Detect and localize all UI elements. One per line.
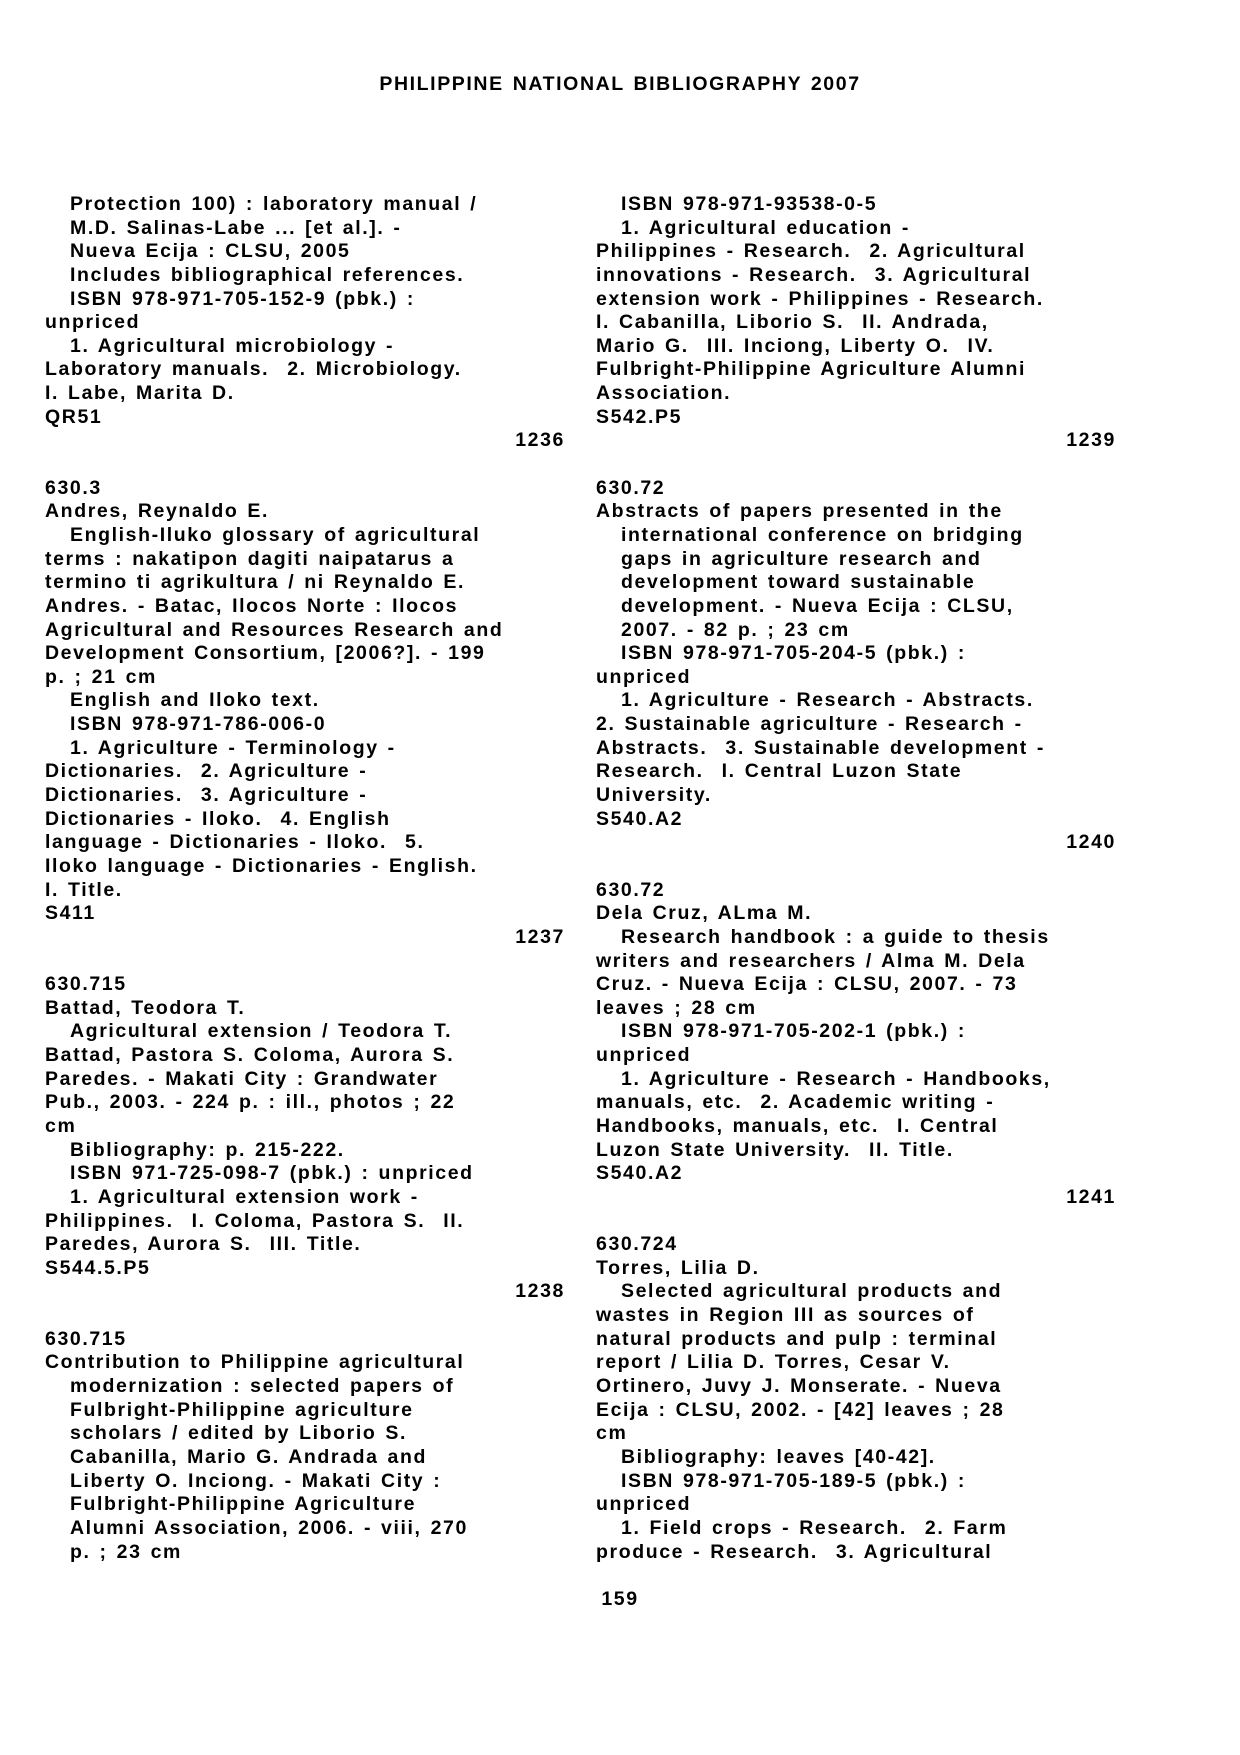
- entry-number: 1237: [515, 925, 565, 948]
- bib-line: 1. Agriculture - Research - Handbooks,: [621, 1067, 1051, 1090]
- bib-line: S411: [45, 902, 96, 925]
- bib-line: Abstracts. 3. Sustainable development -: [596, 736, 1045, 759]
- bib-line: development toward sustainable: [621, 571, 976, 594]
- bib-line: p. ; 23 cm: [70, 1540, 182, 1563]
- bib-line: writers and researchers / Alma M. Dela: [596, 949, 1026, 972]
- bib-line: English-Iluko glossary of agricultural: [70, 523, 481, 546]
- bib-line: Bibliography: p. 215-222.: [70, 1138, 345, 1161]
- bib-line: modernization : selected papers of: [70, 1375, 455, 1398]
- bib-line: innovations - Research. 3. Agricultural: [596, 263, 1032, 286]
- bib-line: Cruz. - Nueva Ecija : CLSU, 2007. - 73: [596, 973, 1018, 996]
- bib-line: 630.72: [596, 878, 666, 901]
- entry-number: 1239: [1066, 429, 1116, 452]
- bib-line: cm: [45, 1114, 77, 1137]
- bib-line: terms : nakatipon dagiti naipatarus a: [45, 547, 455, 570]
- bib-line: 1. Field crops - Research. 2. Farm: [621, 1516, 1008, 1539]
- bib-line: Iloko language - Dictionaries - English.: [45, 854, 478, 877]
- bib-line: QR51: [45, 405, 103, 428]
- bib-line: unpriced: [45, 311, 141, 334]
- bib-line: Laboratory manuals. 2. Microbiology.: [45, 358, 462, 381]
- bib-line: gaps in agriculture research and: [621, 547, 982, 570]
- bib-line: Battad, Pastora S. Coloma, Aurora S.: [45, 1044, 455, 1067]
- bib-line: 630.3: [45, 476, 102, 499]
- bib-line: Abstracts of papers presented in the: [596, 500, 1003, 523]
- bib-line: M.D. Salinas-Labe ... [et al.]. -: [70, 216, 402, 239]
- bib-line: I. Title.: [45, 878, 123, 901]
- bib-line: Battad, Teodora T.: [45, 996, 246, 1019]
- bib-line: Philippines - Research. 2. Agricultural: [596, 240, 1026, 263]
- bib-line: Ortinero, Juvy J. Monserate. - Nueva: [596, 1375, 1002, 1398]
- bib-line: report / Lilia D. Torres, Cesar V.: [596, 1351, 951, 1374]
- bib-line: scholars / edited by Liborio S.: [70, 1422, 407, 1445]
- bib-line: Fulbright-Philippine Agriculture: [70, 1493, 417, 1516]
- bib-line: 1. Agriculture - Research - Abstracts.: [621, 689, 1034, 712]
- bib-line: 1. Agriculture - Terminology -: [70, 736, 396, 759]
- bib-line: 630.724: [596, 1233, 678, 1256]
- bib-line: Protection 100) : laboratory manual /: [70, 193, 478, 215]
- bib-line: ISBN 978-971-705-204-5 (pbk.) :: [621, 642, 966, 665]
- bib-line: Agricultural extension / Teodora T.: [70, 1020, 453, 1043]
- bib-line: Philippines. I. Coloma, Pastora S. II.: [45, 1209, 465, 1232]
- bib-line: ISBN 978-971-93538-0-5: [621, 193, 878, 215]
- bib-line: manuals, etc. 2. Academic writing -: [596, 1091, 995, 1114]
- bib-line: 2007. - 82 p. ; 23 cm: [621, 618, 850, 641]
- bib-line: Ecija : CLSU, 2002. - [42] leaves ; 28: [596, 1398, 1005, 1421]
- bib-line: unpriced: [596, 1493, 692, 1516]
- bib-line: Association.: [596, 382, 732, 405]
- bib-line: Contribution to Philippine agricultural: [45, 1351, 465, 1374]
- bib-line: wastes in Region III as sources of: [596, 1304, 975, 1327]
- bib-line: University.: [596, 784, 712, 807]
- bib-line: Cabanilla, Mario G. Andrada and: [70, 1445, 428, 1468]
- bib-line: termino ti agrikultura / ni Reynaldo E.: [45, 571, 466, 594]
- bib-line: [596, 453, 1116, 477]
- bib-line: English and Iloko text.: [70, 689, 320, 712]
- bib-line: ISBN 978-971-705-152-9 (pbk.) :: [70, 287, 415, 310]
- bib-line: Dictionaries. 3. Agriculture -: [45, 784, 368, 807]
- bib-line: [596, 855, 1116, 879]
- bib-line: Includes bibliographical references.: [70, 263, 465, 286]
- bib-line: Agricultural and Resources Research and: [45, 618, 504, 641]
- bib-line: Luzon State University. II. Title.: [596, 1138, 954, 1161]
- bib-line: [45, 950, 565, 974]
- bib-line: S540.A2: [596, 1162, 684, 1185]
- bib-line: S544.5.P5: [45, 1256, 151, 1279]
- bib-line: Research handbook : a guide to thesis: [621, 925, 1050, 948]
- bib-line: Torres, Lilia D.: [596, 1256, 760, 1279]
- running-head: PHILIPPINE NATIONAL BIBLIOGRAPHY 2007: [379, 73, 861, 95]
- bib-line: Pub., 2003. - 224 p. : ill., photos ; 22: [45, 1091, 456, 1114]
- bib-line: 2. Sustainable agriculture - Research -: [596, 713, 1023, 736]
- bib-line: Andres, Reynaldo E.: [45, 500, 270, 523]
- bib-line: leaves ; 28 cm: [596, 996, 757, 1019]
- bib-line: 630.715: [45, 1327, 127, 1350]
- entry-number: 1240: [1066, 831, 1116, 854]
- bib-line: Mario G. III. Inciong, Liberty O. IV.: [596, 334, 995, 357]
- bib-line: unpriced: [596, 665, 692, 688]
- bib-line: language - Dictionaries - Iloko. 5.: [45, 831, 425, 854]
- bib-line: ISBN 978-971-705-189-5 (pbk.) :: [621, 1469, 966, 1492]
- bib-line: Alumni Association, 2006. - viii, 270: [70, 1516, 468, 1539]
- bib-line: Liberty O. Inciong. - Makati City :: [70, 1469, 442, 1492]
- bib-line: cm: [596, 1422, 628, 1445]
- bib-line: [596, 1210, 1116, 1234]
- page-number: 159: [601, 1588, 639, 1610]
- bib-line: Selected agricultural products and: [621, 1280, 1003, 1303]
- entry-number: 1238: [515, 1280, 565, 1303]
- bib-line: Dictionaries - Iloko. 4. English: [45, 807, 391, 830]
- bib-line: p. ; 21 cm: [45, 665, 157, 688]
- bib-line: Research. I. Central Luzon State: [596, 760, 963, 783]
- bib-line: ISBN 971-725-098-7 (pbk.) : unpriced: [70, 1162, 474, 1185]
- bib-line: 1. Agricultural education -: [621, 216, 911, 239]
- bib-line: [45, 453, 565, 477]
- bib-line: Paredes, Aurora S. III. Title.: [45, 1233, 362, 1256]
- left-column: [45, 193, 565, 1564]
- bib-line: development. - Nueva Ecija : CLSU,: [621, 594, 1014, 617]
- bib-line: S540.A2: [596, 807, 684, 830]
- bib-line: 630.715: [45, 973, 127, 996]
- bib-line: Dela Cruz, ALma M.: [596, 902, 813, 925]
- entry-number: 1241: [1066, 1185, 1116, 1208]
- bib-line: produce - Research. 3. Agricultural: [596, 1540, 993, 1563]
- bib-line: Fulbright-Philippine Agriculture Alumni: [596, 358, 1027, 381]
- bib-line: Fulbright-Philippine agriculture: [70, 1398, 414, 1421]
- bib-line: Paredes. - Makati City : Grandwater: [45, 1067, 439, 1090]
- bib-line: Bibliography: leaves [40-42].: [621, 1445, 936, 1468]
- bib-line: Dictionaries. 2. Agriculture -: [45, 760, 368, 783]
- bib-line: 1. Agricultural extension work -: [70, 1185, 419, 1208]
- bib-line: ISBN 978-971-705-202-1 (pbk.) :: [621, 1020, 966, 1043]
- bib-line: 630.72: [596, 476, 666, 499]
- entry-number: 1236: [515, 429, 565, 452]
- bib-line: natural products and pulp : terminal: [596, 1327, 998, 1350]
- bib-line: [45, 1304, 565, 1328]
- bib-line: I. Cabanilla, Liborio S. II. Andrada,: [596, 311, 989, 334]
- bib-line: Andres. - Batac, Ilocos Norte : Ilocos: [45, 594, 459, 617]
- bib-line: I. Labe, Marita D.: [45, 382, 235, 405]
- bib-line: Handbooks, manuals, etc. I. Central: [596, 1114, 999, 1137]
- bib-line: international conference on bridging: [621, 523, 1024, 546]
- bib-line: extension work - Philippines - Research.: [596, 287, 1044, 310]
- bib-line: Development Consortium, [2006?]. - 199: [45, 642, 486, 665]
- bib-line: 1. Agricultural microbiology -: [70, 334, 395, 357]
- bib-line: Nueva Ecija : CLSU, 2005: [70, 240, 351, 263]
- bib-line: unpriced: [596, 1044, 692, 1067]
- right-column: [596, 193, 1116, 1564]
- bib-line: S542.P5: [596, 405, 683, 428]
- bib-line: ISBN 978-971-786-006-0: [70, 713, 327, 736]
